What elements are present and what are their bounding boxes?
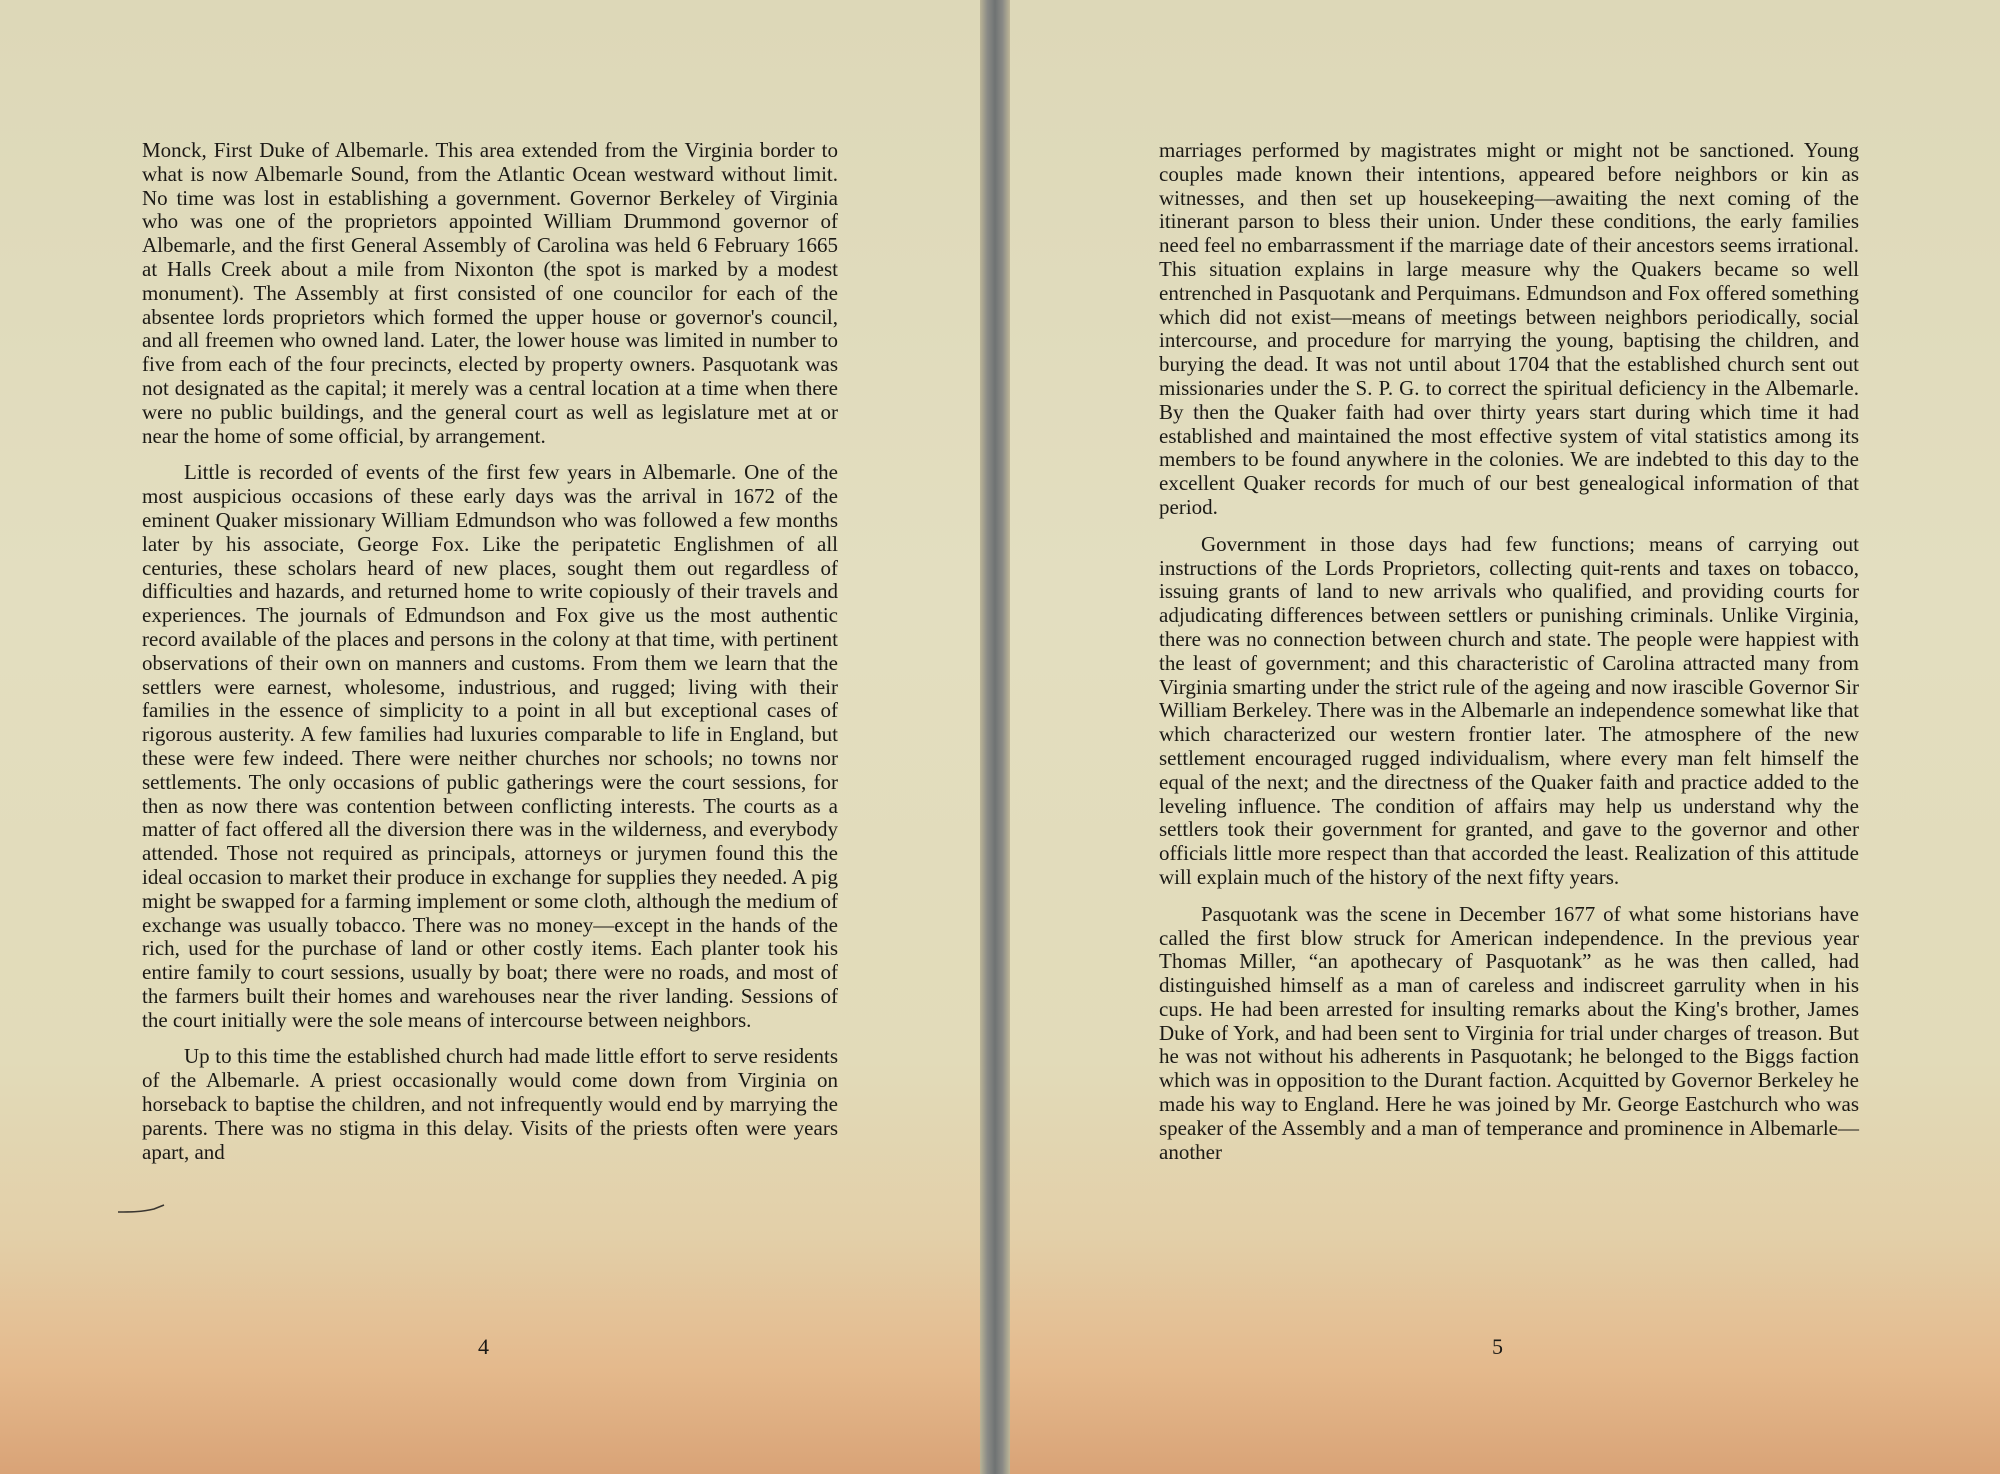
left-page-text bbox=[142, 139, 838, 1177]
paragraph: Monck, First Duke of Albemarle. This area extended from the Virginia border to what is now Albemarle Sound, from the Atlantic Ocean westward without limit. No time was lost in establishing a government. Governor Berkeley of Virginia who was one of the proprietors appointed William Drummond governor of Albemarle, and the first General Assembly of Carolina was held 6 February 1665 at Halls Creek about a mile from Nixonton (the spot is marked by a modest monument). The Assembly at first consisted of one councilor for each of the absentee lords proprietors which formed the upper house or governor's council, and all freemen who owned land. Later, the lower house was limited in number to five from each of the four precincts, elected by property owners. Pasquotank was not designated as the capital; it merely was a central location at a time when there were no public buildings, and the general court as well as legislature met at or near the home of some official, by arrangement. bbox=[142, 138, 838, 448]
paragraph: marriages performed by magistrates might or might not be sanctioned. Young couples made known their intentions, appeared before neighbors or kin as witnesses, and then set up housekeeping—awaiting the next coming of the itinerant parson to bless their union. Under these conditions, the early families need feel no embarrassment if the marriage date of their ancestors seems irrational. This situation explains in large measure why the Quakers became so well entrenched in Pasquotank and Perquimans. Edmundson and Fox offered something which did not exist—means of meetings between neighbors periodically, social intercourse, and procedure for marrying the young, baptising the children, and burying the dead. It was not until about 1704 that the established church sent out missionaries under the S. P. G. to correct the spiritual deficiency in the Albemarle. By then the Quaker faith had over thirty years start during which time it had established and maintained the most effective system of vital statistics among its members to be found anywhere in the colonies. We are indebted to this day to the excellent Quaker records for much of our best genealogical information of that period. bbox=[1159, 138, 1859, 519]
paragraph: Up to this time the established church had made little effort to serve residents of the Albemarle. A priest occasionally would come down from Virginia on horseback to baptise the children, and not infrequently would end by marrying the parents. There was no stigma in this delay. Visits of the priests often were years apart, and bbox=[142, 1044, 838, 1164]
paragraph: Government in those days had few functions; means of carrying out instructions of the Lords Proprietors, collecting quit-rents and taxes on tobacco, issuing grants of land to new arrivals who qualified, and providing courts for adjudicating differences between settlers or punishing criminals. Unlike Virginia, there was no connection between church and state. The people were happiest with the least of government; and this characteristic of Carolina attracted many from Virginia smarting under the strict rule of the ageing and now irascible Governor Sir William Berkeley. There was in the Albemarle an independence somewhat like that which characterized our western frontier later. The atmosphere of the new settlement encouraged rugged individualism, where every man felt himself the equal of the next; and the directness of the Quaker faith and practice added to the leveling influence. The condition of affairs may help us understand why the settlers took their government for granted, and gave to the governor and other officials little more respect than that accorded the least. Realization of this attitude will explain much of the history of the next fifty years. bbox=[1159, 531, 1859, 889]
book-gutter bbox=[980, 0, 1010, 1474]
left-page bbox=[0, 0, 980, 1474]
pen-mark-icon bbox=[116, 1203, 166, 1215]
paragraph: Pasquotank was the scene in December 1677 of what some historians have called the first blow struck for American independence. In the previous year Thomas Miller, “an apothecary of Pasquotank” as he was then called, had distinguished himself as a man of careless and indiscreet garrulity when in his cups. He had been arrested for insulting remarks about the King's brother, James Duke of York, and had been sent to Virginia for trial under charges of treason. But he was not without his adherents in Pasquotank; he belonged to the Biggs faction which was in opposition to the Durant faction. Acquitted by Governor Berkeley he made his way to England. Here he was joined by Mr. George Eastchurch who was speaker of the Assembly and a man of temperance and prominence in Albemarle—another bbox=[1159, 901, 1859, 1164]
paragraph: Little is recorded of events of the first few years in Albemarle. One of the most auspicious occasions of these early days was the arrival in 1672 of the eminent Quaker missionary William Edmundson who was followed a few months later by his associate, George Fox. Like the peripatetic Englishmen of all centuries, these scholars heard of new places, sought them out regardless of difficulties and hazards, and returned home to write copiously of their travels and experiences. The journals of Edmundson and Fox give us the most authentic record available of the places and persons in the colony at that time, with pertinent observations of their own on manners and customs. From them we learn that the settlers were earnest, wholesome, industrious, and rugged; living with their families in the essence of simplicity to a point in all but exceptional cases of rigorous austerity. A few families had luxuries comparable to life in England, but these were few indeed. There were neither churches nor schools; no towns nor settlements. The only occasions of public gatherings were the court sessions, for then as now there was contention between conflicting interests. The courts as a matter of fact offered all the diversion there was in the wilderness, and everybody attended. Those not required as principals, attorneys or jurymen found this the ideal occasion to market their produce in exchange for supplies they needed. A pig might be swapped for a farming implement or some cloth, although the medium of exchange was usually tobacco. There was no money—except in the hands of the rich, used for the purchase of land or other costly items. Each planter took his entire family to court sessions, usually by boat; there were no roads, and most of the farmers built their homes and warehouses near the river landing. Sessions of the court initially were the sole means of intercourse between neighbors. bbox=[142, 460, 838, 1032]
right-page bbox=[1010, 0, 2000, 1474]
page-number: 5 bbox=[1492, 1334, 1503, 1359]
page-number: 4 bbox=[478, 1334, 489, 1359]
right-page-text bbox=[1159, 139, 1859, 1177]
